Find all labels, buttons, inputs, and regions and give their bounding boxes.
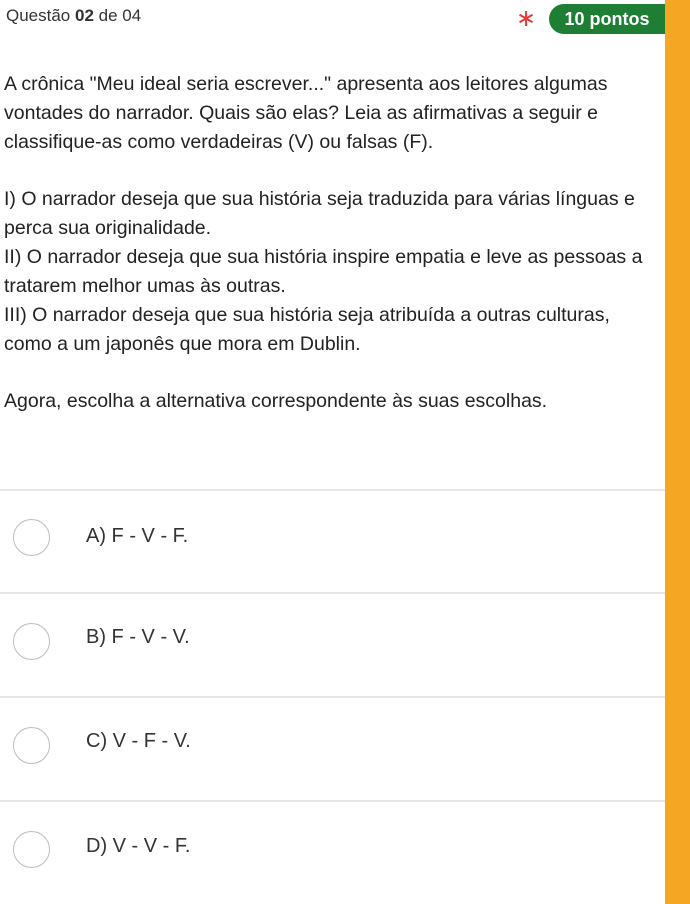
option-a[interactable] (0, 491, 665, 591)
question-text (4, 70, 659, 416)
statement-2: II) O narrador deseja que sua história inspire empatia e leve as pessoas a tratarem melhor umas às outras. (4, 246, 643, 297)
statement-3: III) O narrador deseja que sua história seja atribuída a outras culturas, como a um japonês que mora em Dublin. (4, 304, 610, 355)
option-b[interactable] (0, 594, 665, 694)
option-a-label: A) F - V - F. (86, 525, 189, 547)
question-header (0, 0, 665, 38)
option-b-label: B) F - V - V. (86, 626, 190, 648)
option-c[interactable] (0, 698, 665, 798)
accent-side-bar (665, 0, 690, 904)
radio-button-d[interactable] (13, 831, 50, 868)
question-counter (6, 6, 141, 26)
radio-button-c[interactable] (13, 727, 50, 764)
question-number: 02 (75, 6, 94, 25)
statement-1: I) O narrador deseja que sua história seja traduzida para várias línguas e perca sua originalidade. (4, 188, 635, 239)
option-c-label: C) V - F - V. (86, 730, 191, 752)
question-label: Questão (6, 6, 71, 25)
question-total: de 04 (98, 6, 142, 25)
question-instruction: Agora, escolha a alternativa correspondente às suas escolhas. (4, 390, 548, 412)
option-d-label: D) V - V - F. (86, 835, 191, 857)
required-asterisk-icon: ∗ (516, 5, 537, 32)
option-d[interactable] (0, 802, 665, 902)
radio-button-a[interactable] (13, 519, 50, 556)
radio-button-b[interactable] (13, 623, 50, 660)
points-badge: 10 pontos (549, 4, 665, 34)
question-intro: A crônica "Meu ideal seria escrever..." apresenta aos leitores algumas vontades do narrador. Quais são elas? Leia as afirmativas a seguir e classifique-as como verdadeiras (V) ou falsas (F). (4, 73, 608, 153)
